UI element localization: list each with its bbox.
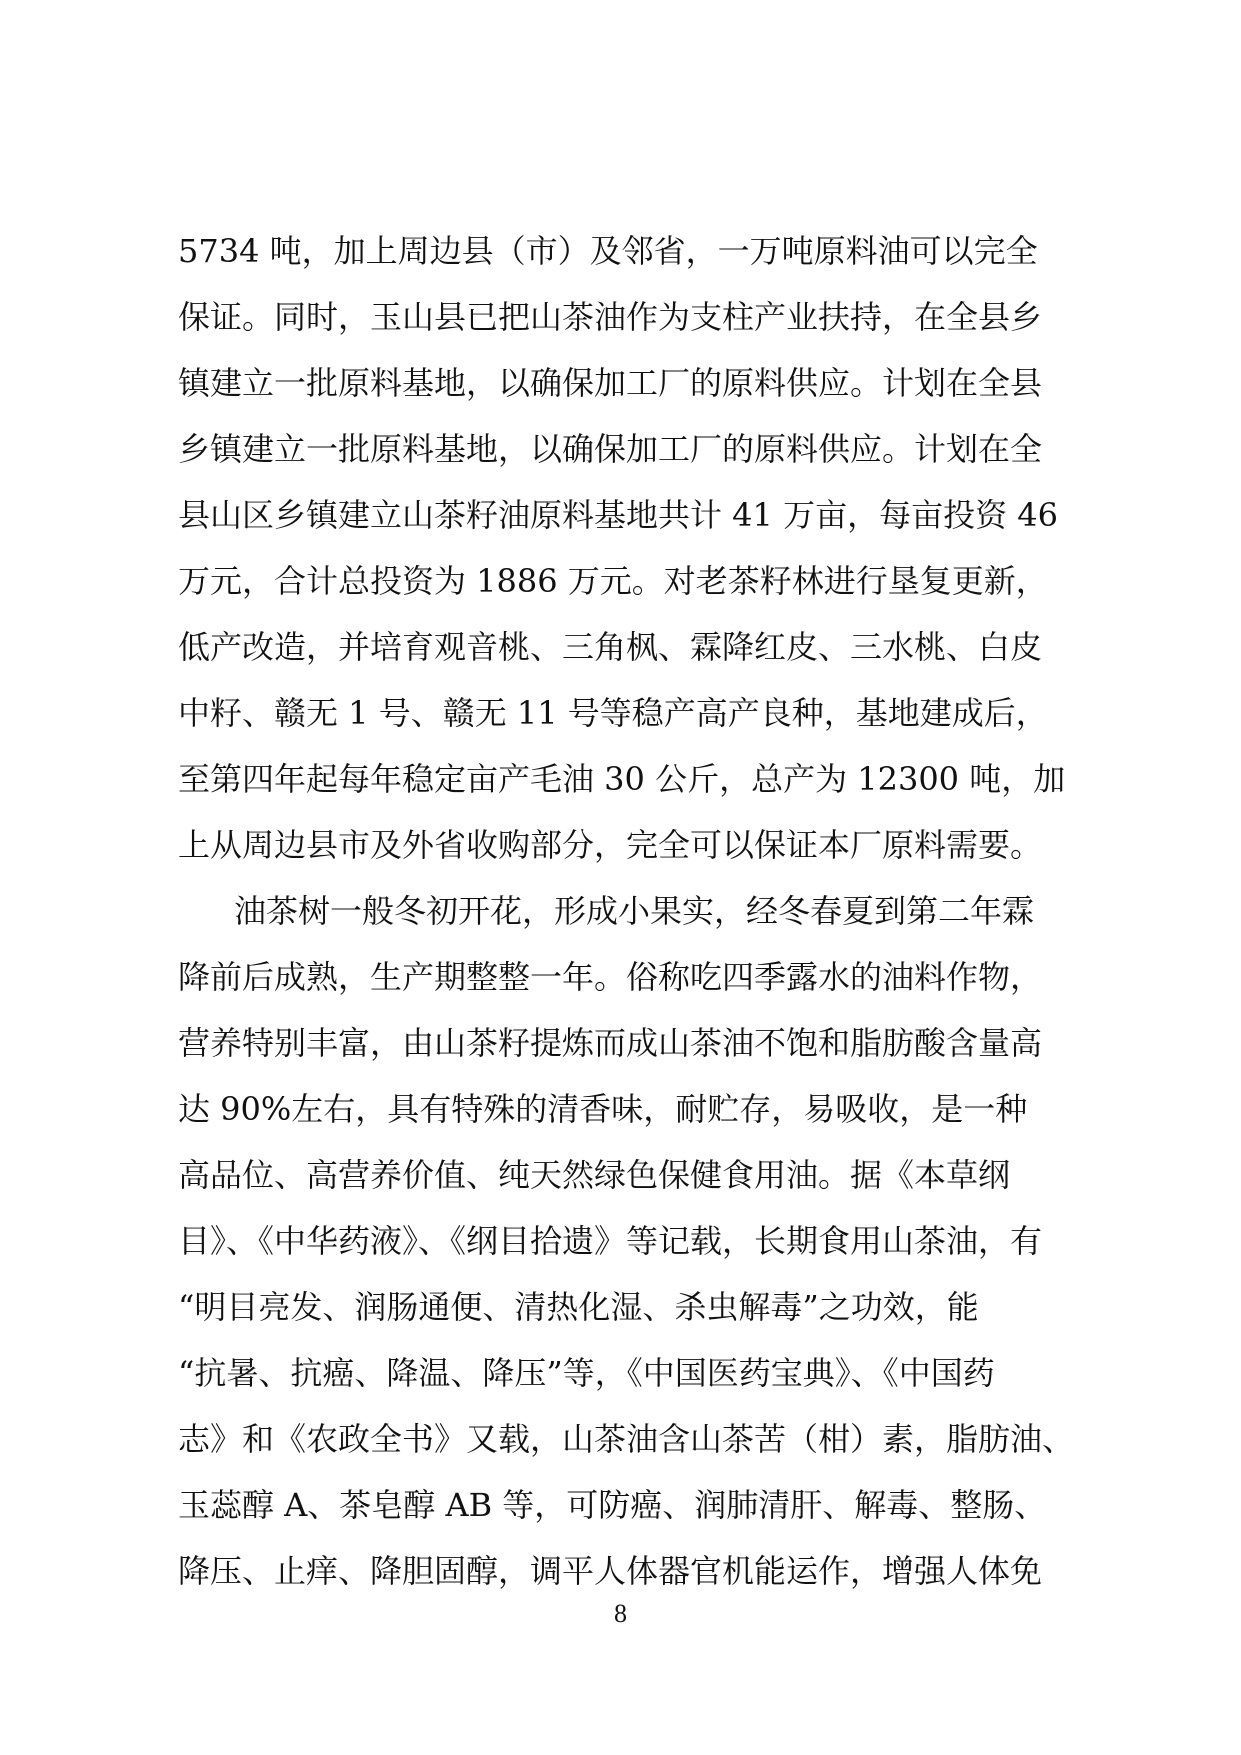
text-line: 乡镇建立一批原料基地，以确保加工厂的原料供应。计划在全 [178,430,1043,468]
text-line: 降前后成熟，生产期整整一年。俗称吃四季露水的油料作物， [178,958,1043,996]
text-line: 保证。同时，玉山县已把山茶油作为支柱产业扶持，在全县乡 [178,298,1043,336]
text-line: 达 90%左右，具有特殊的清香味，耐贮存，易吸收，是一种 [178,1090,1028,1128]
text-line: 中籽、赣无 1 号、赣无 11 号等稳产高产良种，基地建成后， [178,694,1048,732]
text-line: 5734 吨，加上周边县（市）及邻省，一万吨原料油可以完全 [178,232,1038,270]
text-line: 志》和《农政全书》又载，山茶油含山茶苦（柑）素，脂肪油、 [178,1420,1075,1458]
text-line: “抗暑、抗癌、降温、降压”等，《中国医药宝典》、《中国药 [178,1354,995,1392]
text-line: 玉蕊醇 A、茶皂醇 AB 等，可防癌、润肺清肝、解毒、整肠、 [178,1486,1047,1524]
text-line: 上从周边县市及外省收购部分，完全可以保证本厂原料需要。 [178,826,1043,864]
text-line: 降压、止痒、降胆固醇，调平人体器官机能运作，增强人体免 [178,1552,1043,1590]
page-number: 8 [614,1599,627,1628]
text-line: 至第四年起每年稳定亩产毛油 30 公斤，总产为 12300 吨，加 [178,760,1066,798]
text-line: 县山区乡镇建立山茶籽油原料基地共计 41 万亩，每亩投资 46 [178,496,1058,534]
text-line: 高品位、高营养价值、纯天然绿色保健食用油。据《本草纲 [178,1156,1011,1194]
text-line: “明目亮发、润肠通便、清热化湿、杀虫解毒”之功效，能 [178,1288,979,1326]
text-line: 镇建立一批原料基地，以确保加工厂的原料供应。计划在全县 [178,364,1043,402]
text-line: 目》、《中华药液》、《纲目拾遗》等记载，长期食用山茶油，有 [178,1222,1043,1260]
text-line: 营养特别丰富，由山茶籽提炼而成山茶油不饱和脂肪酸含量高 [178,1024,1043,1062]
text-line: 低产改造，并培育观音桃、三角枫、霖降红皮、三水桃、白皮 [178,628,1043,666]
paragraph-start-line: 油茶树一般冬初开花，形成小果实，经冬春夏到第二年霖 [234,892,1035,930]
body-text [178,218,1075,1604]
text-line: 万元，合计总投资为 1886 万元。对老茶籽林进行垦复更新， [178,562,1048,600]
